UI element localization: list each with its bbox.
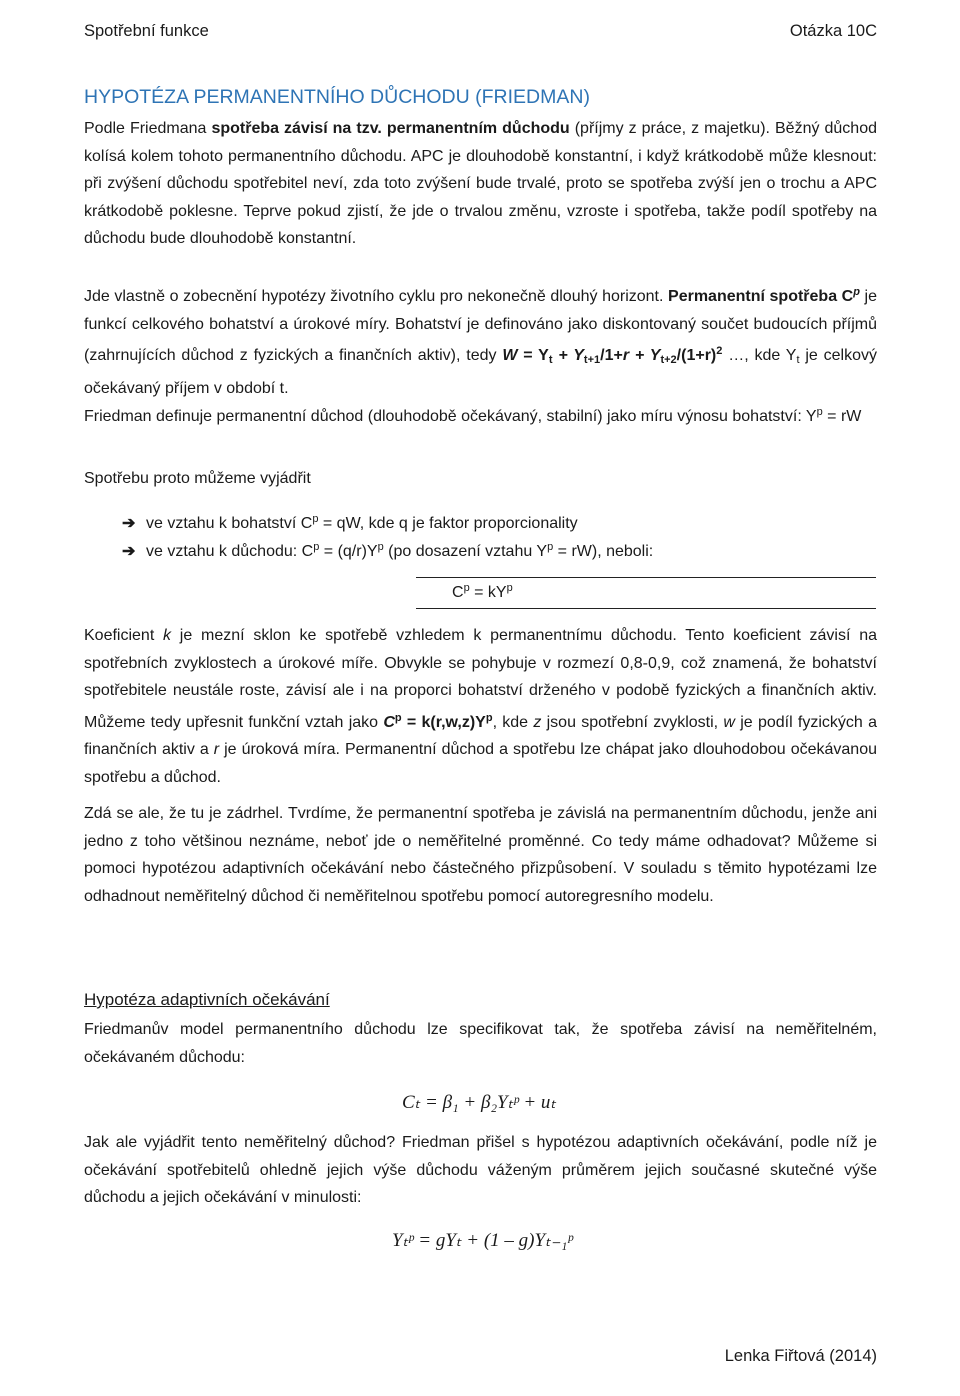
arrow-right-icon: ➔	[122, 515, 136, 532]
bullet-income: ➔ ve vztahu k důchodu: $C^p = (q/r)Y^p$ (po dosazení vztahu $Y^p = rW$), neboli:	[122, 534, 653, 565]
bullet-wealth: ➔ ve vztahu k bohatství $C^p$ = qW, kde q je faktor proporcionality	[122, 506, 578, 537]
bold-text: spotřeba závisí na tzv. permanentním důchodu	[211, 120, 570, 137]
paragraph-definition: Friedman definuje permanentní důchod (dlouhodobě očekávaný, stabilní) jako míru výnosu bohatství: $Y^p$ = rW	[84, 406, 862, 425]
header-question: Otázka 10C	[789, 22, 877, 40]
paragraph-express: Spotřebu proto můžeme vyjádřit	[84, 470, 311, 487]
header-topic: Spotřební funkce	[84, 22, 209, 40]
formula-cp: $C^p = kY^p$	[452, 582, 513, 601]
divider	[416, 577, 876, 578]
paragraph-generalization: Jde vlastně o zobecnění hypotézy životního cyklu pro nekonečně dlouhý horizont. Permanentní spotřeba $C^p$ je funkcí celkového bohatství a úrokové míry. Bohatství je definováno jako diskontovaný součet budoucích příjmů (zahrnujících důchod z fyzických a finančních aktiv), tedy $W = Y_t + Y_{t+1}/1+r + Y_{t+2}/(1+r)^2$ …, kde $Y_t$ je celkový očekávaný příjem v období t.	[84, 286, 878, 397]
text: je funkcí celkového bohatství a úrokové míry. Bohatství je definováno jako diskontovaný součet budoucích příjmů (zahrnujících důchod z fyzických a finančních aktiv), tedy	[84, 288, 877, 364]
paragraph-friedman	[84, 115, 877, 253]
text: (příjmy z práce, z majetku). Běžný důchod kolísá kolem tohoto permanentního důchodu. APC je dlouhodobě konstantní, i když krátkodobě může klesnout: při zvýšení důchodu spotřebitel neví, zda toto zvýšení bude trvalé, proto se spotřeba zvýší jen o trochu a APC krátkodobě poklesne. Teprve pokud zjistí, že jde o trvalou změnu, vzroste i spotřeba, takže podíl spotřeby na důchodu bude dlouhodobě konstantní.	[84, 120, 877, 247]
page-footer: Lenka Fiřtová (2014)	[724, 1347, 877, 1365]
formula-adaptive: Yₜᵖ = gYₜ + (1 – g)Yₜ₋₁ᵖ	[392, 1230, 573, 1251]
divider	[416, 608, 876, 609]
page-header	[84, 22, 877, 41]
paragraph-adaptive: Jak ale vyjádřit tento neměřitelný důchod? Friedman přišel s hypotézou adaptivních očekávání, podle níž je očekávání spotřebitelů ohledně jejich výše důchodu váženým průměrem jejich současné skutečné výše důchodu a jejich očekávání v minulosti:	[84, 1134, 877, 1206]
arrow-right-icon: ➔	[122, 543, 136, 560]
section-title: HYPOTÉZA PERMANENTNÍHO DŮCHODU (FRIEDMAN)	[84, 86, 590, 108]
formula-consumption: Cₜ = β₁ + β₂Yₜᵖ + uₜ	[402, 1092, 557, 1113]
paragraph-problem: Zdá se ale, že tu je zádrhel. Tvrdíme, že permanentní spotřeba je závislá na permanentním důchodu, jenže ani jedno z toho většinou neznáme, neboť jde o neměřitelné proměnné. Co tedy máme odhadovat? Můžeme si pomoci hypotézou adaptivních očekávání nebo částečného přizpůsobení. V souladu s těmito hypotézami lze odhadnout neměřitelný důchod či neměřitelnou spotřebu pomocí autoregresního modelu.	[84, 805, 877, 905]
subsection-title: Hypotéza adaptivních očekávání	[84, 990, 330, 1009]
paragraph-model: Friedmanův model permanentního důchodu lze specifikovat tak, že spotřeba závisí na neměřitelném, očekávaném důchodu:	[84, 1021, 877, 1066]
text: Podle Friedmana	[84, 120, 212, 137]
wealth-formula: $W = Y_t + Y_{t+1}/1+r + Y_{t+2}/(1+r)^2$	[502, 345, 723, 366]
text: je celkový očekávaný příjem v období t.	[84, 347, 878, 397]
text: Jde vlastně o zobecnění hypotézy životního cyklu pro nekonečně dlouhý horizont.	[84, 288, 669, 305]
paragraph-coefficient: Koeficient k je mezní sklon ke spotřebě vzhledem k permanentnímu důchodu. Tento koeficient závisí na spotřebních zvyklostech a úrokové míře. Obvykle se pohybuje v rozmezí 0,8-0,9, což znamená, že bohatství spotřebitele neustále roste, závisí ale i na proporci bohatství drženého v podobě fyzických a finančních aktiv. Můžeme tedy upřesnit funkční vztah jako $C^p = k(r,w,z)Y^p$, kde z jsou spotřební zvyklosti, w je podíl fyzických a finančních aktiv a r je úroková míra. Permanentní důchod a spotřebu lze chápat jako dlouhodobou očekávanou spotřebu a důchod.	[84, 627, 877, 786]
text: …, kde Y	[722, 347, 797, 364]
bold-text: Permanentní spotřeba $C^p$	[668, 286, 860, 305]
